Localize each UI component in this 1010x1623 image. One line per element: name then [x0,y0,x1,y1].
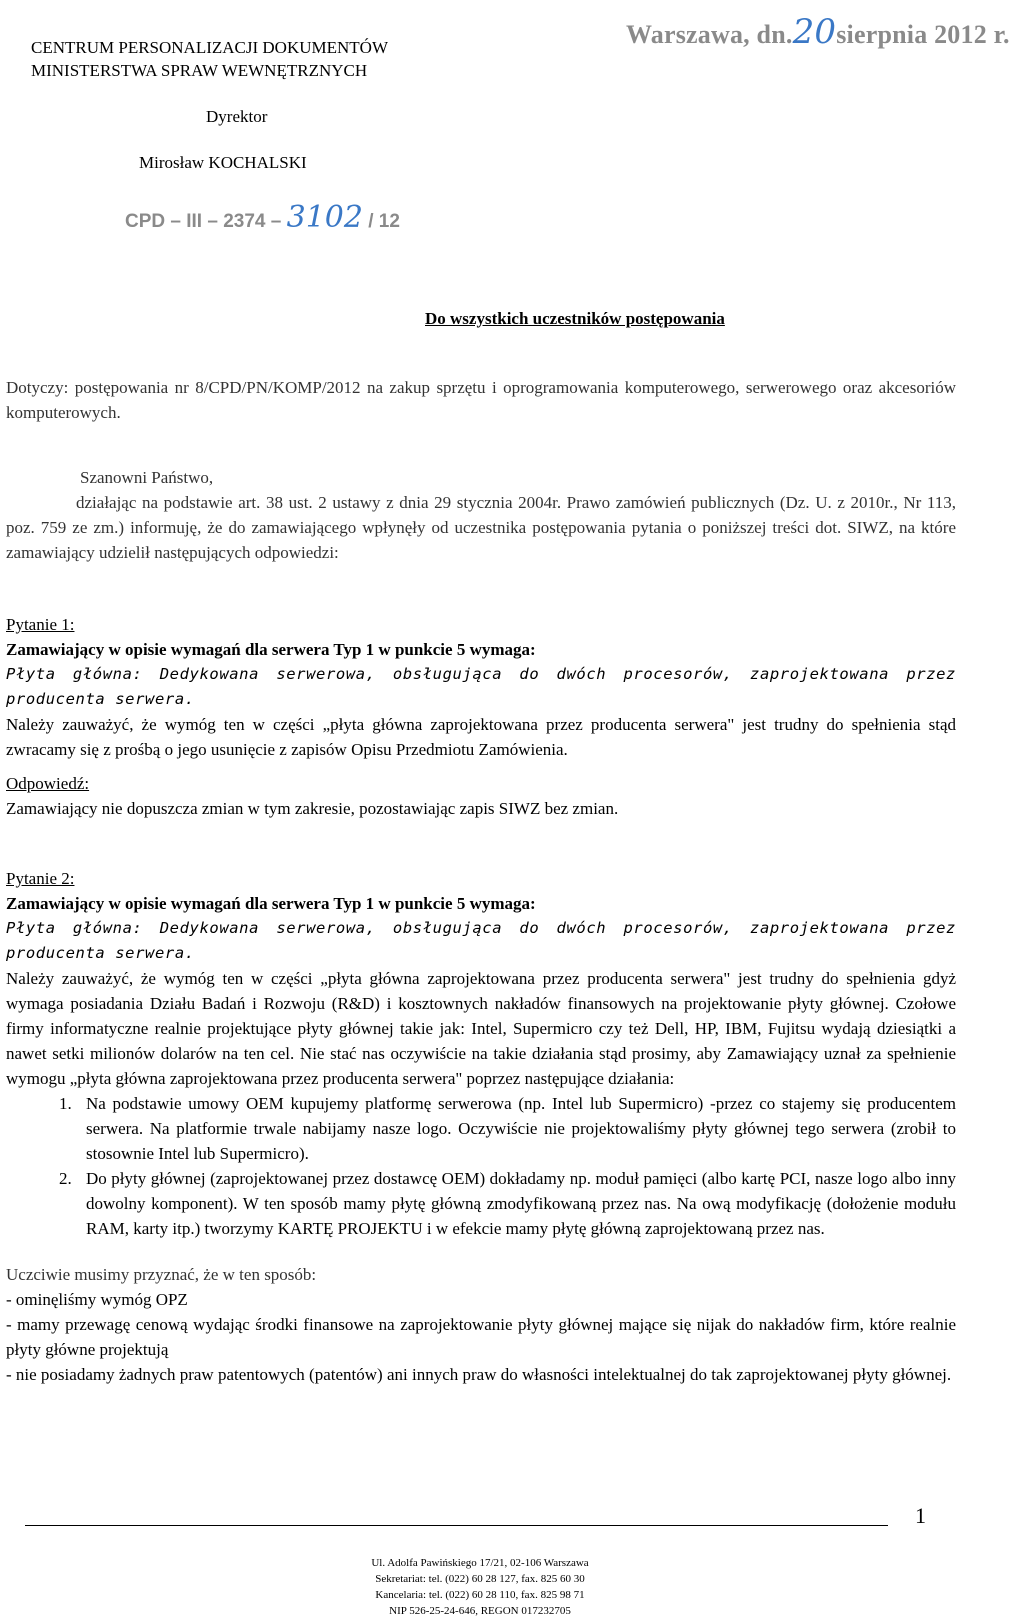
dash-item: - mamy przewagę cenową wydając środki finansowe na zaprojektowanie płyty głównej mające się nijak do nakładów firm, które realnie płyty główne projektują [6,1315,956,1359]
question-1-title: Pytanie 1: [6,615,75,634]
intro-paragraph: działając na podstawie art. 38 ust. 2 ustawy z dnia 29 stycznia 2004r. Prawo zamówień publicznych (Dz. U. z 2010r., Nr 113, poz. 759 ze zm.) informuję, że do zamawiającego wpłynęły od uczestnika postępowania pytania o poniższej treści dot. SIWZ, na które zamawiający udzielił następujących odpowiedzi: [6,493,956,562]
list-item: 1. Na podstawie umowy OEM kupujemy platformę serwerowa (np. Intel lub Supermicro) -przez co stajemy się producentem serwera. Na platformie trwale nabijamy nasze logo. Oczywiście nie projektowaliśmy płyty głównej tego serwera (zrobił to stosownie Intel lub Supermicro). [76,1091,956,1166]
footer-address: Ul. Adolfa Pawińskiego 17/21, 02-106 Warszawa [371,1557,589,1569]
question-2-title: Pytanie 2: [6,869,75,888]
subject [6,375,956,425]
letter-date [626,12,1010,52]
date-suffix: sierpnia 2012 r. [836,20,1010,49]
org-name-line1: CENTRUM PERSONALIZACJI DOKUMENTÓW [31,38,388,57]
footer-secretariat: Sekretariat: tel. (022) 60 28 127, fax. 825 60 30 [375,1573,585,1585]
question-1 [6,612,956,762]
question-2-heading: Zamawiający w opisie wymagań dla serwera Typ 1 w punkcie 5 wymaga: [6,894,536,913]
dash-item: - nie posiadamy żadnych praw patentowych (patentów) ani innych praw do własności intelektualnej do tak zaprojektowanej płyty głównej. [6,1365,952,1384]
question-1-text: Należy zauważyć, że wymóg ten w części „płyta główna zaprojektowana przez producenta serwera" jest trudny do spełnienia stąd zwracamy się z prośbą o jego usunięcie z zapisów Opisu Przedmiotu Zamówienia. [6,715,956,759]
salutation: Szanowni Państwo, [80,468,214,487]
date-handwritten-day: 20 [792,12,837,52]
reference-number [125,200,400,235]
question-1-quote: Płyta główna: Dedykowana serwerowa, obsługująca do dwóch procesorów, zaprojektowana przez producenta serwera. [6,665,956,708]
question-2-text: Należy zauważyć, że wymóg ten w części „płyta główna zaprojektowana przez producenta serwera" jest trudny do spełnienia gdyż wymaga posiadania Działu Badań i Rozwoju (R&D) i kosztownych nakładów finansowych na projektowanie płyty głównej. Czołowe firmy informatyczne realnie projektujące płyty głównej takie jak: Intel, Supermicro czy też Dell, HP, IBM, Fujitsu wydają dziesiątki a nawet setki milionów dolarów na ten cel. Nie stać nas oczywiście na takie działania stąd prosimy, aby Zamawiający uznał za spełnienie wymogu „płyta główna zaprojektowana przez producenta serwera" poprzez następujące działania: [6,969,956,1088]
intro-section [6,465,956,565]
addressee: Do wszystkich uczestników postępowania [425,309,725,328]
list-item: 2. Do płyty głównej (zaprojektowanej przez dostawcę OEM) dokładamy np. moduł pamięci (albo kartę PCI, nasze logo albo inny dowolny komponent). W ten sposób mamy płytę główną zmodyfikowaną przez nas. Na ową modyfikację (dołożenie modułu RAM, karty itp.) tworzymy KARTĘ PROJEKTU i w efekcie mamy płytę główną zaprojektowaną przez nas. [76,1166,956,1241]
question-2-quote: Płyta główna: Dedykowana serwerowa, obsługująca do dwóch procesorów, zaprojektowana przez producenta serwera. [6,919,956,962]
question-2-admission: Uczciwie musimy przyznać, że w ten sposób: [6,1265,317,1284]
footer-office: Kancelaria: tel. (022) 60 28 110, fax. 825 98 71 [375,1589,585,1601]
answer-1 [6,771,956,821]
reference-handwritten: 3102 [286,200,363,235]
question-2 [6,866,956,1387]
question-2-list [6,1091,956,1241]
answer-1-text: Zamawiający nie dopuszcza zmian w tym zakresie, pozostawiając zapis SIWZ bez zmian. [6,799,619,818]
footer-rule [25,1525,888,1526]
reference-prefix: CPD – III – 2374 – [125,211,282,232]
answer-1-title: Odpowiedź: [6,774,90,793]
subject-text: Dotyczy: postępowania nr 8/CPD/PN/KOMP/2012 na zakup sprzętu i oprogramowania komputerowego, serwerowego oraz akcesoriów komputerowych. [6,378,956,422]
org-name-line2: MINISTERSTWA SPRAW WEWNĘTRZNYCH [31,61,368,80]
director-title: Dyrektor [206,107,268,126]
footer-ids: NIP 526-25-24-646, REGON 017232705 [389,1605,571,1617]
date-prefix: Warszawa, dn. [626,20,793,49]
dash-item: - ominęliśmy wymóg OPZ [6,1290,188,1309]
director-name: Mirosław KOCHALSKI [139,153,307,172]
question-1-heading: Zamawiający w opisie wymagań dla serwera Typ 1 w punkcie 5 wymaga: [6,640,536,659]
page-number: 1 [915,1503,926,1528]
reference-suffix: / 12 [368,211,400,232]
